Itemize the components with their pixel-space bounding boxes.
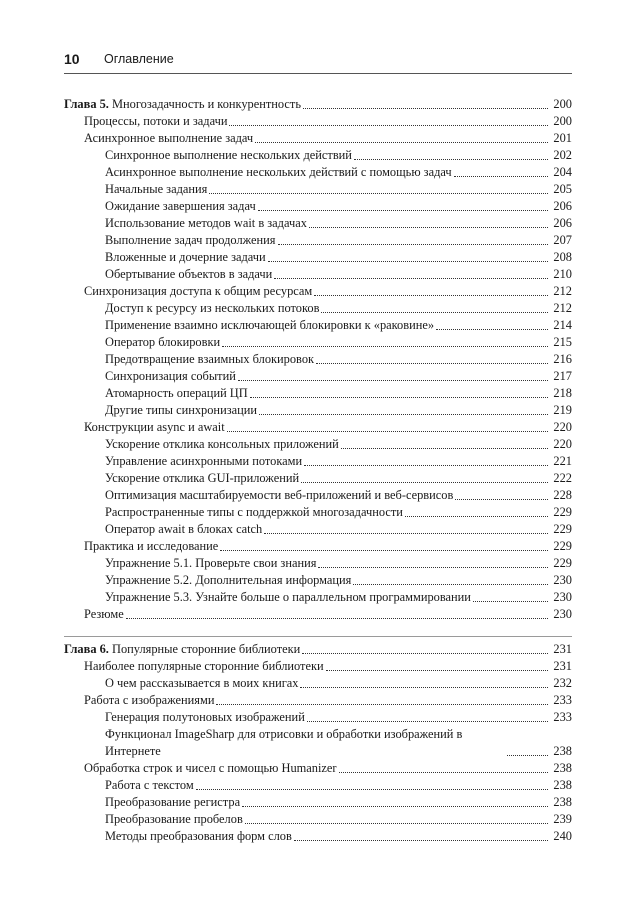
entry-title: Работа с изображениями bbox=[84, 693, 215, 707]
dot-leader bbox=[220, 549, 548, 551]
entry-title: Конструкции async и await bbox=[84, 420, 225, 434]
dot-leader bbox=[301, 481, 548, 483]
entry-page-number: 208 bbox=[553, 250, 572, 264]
entry-title: Преобразование пробелов bbox=[105, 812, 243, 826]
entry-page-number: 229 bbox=[553, 505, 572, 519]
entry-title: Синхронное выполнение нескольких действий bbox=[105, 148, 352, 162]
entry-title: Обертывание объектов в задачи bbox=[105, 267, 273, 281]
dot-leader bbox=[264, 532, 548, 534]
toc-subsection-entry[interactable] bbox=[64, 504, 572, 521]
entry-title: О чем рассказывается в моих книгах bbox=[105, 676, 299, 690]
dot-leader bbox=[354, 158, 548, 160]
entry-title: Процессы, потоки и задачи bbox=[84, 114, 228, 128]
chapter-title bbox=[64, 96, 301, 113]
toc-subsection-entry[interactable] bbox=[64, 521, 572, 538]
running-header bbox=[64, 51, 572, 69]
toc-subsection-entry[interactable] bbox=[64, 811, 572, 828]
entry-page-number: 200 bbox=[553, 114, 572, 128]
entry-title: Ожидание завершения задач bbox=[105, 199, 256, 213]
entry-title: Резюме bbox=[84, 607, 124, 621]
dot-leader bbox=[309, 226, 548, 228]
entry-page-number: 229 bbox=[553, 539, 572, 553]
dot-leader bbox=[222, 345, 548, 347]
dot-leader bbox=[227, 430, 548, 432]
toc-chapter-entry[interactable] bbox=[64, 96, 572, 113]
toc-section-entry[interactable] bbox=[64, 658, 572, 675]
toc-subsection-entry[interactable] bbox=[64, 589, 572, 606]
entry-title: Обработка строк и чисел с помощью Humanizer bbox=[84, 761, 337, 775]
entry-page-number: 202 bbox=[553, 148, 572, 162]
toc-subsection-entry[interactable] bbox=[64, 709, 572, 726]
toc-subsection-entry[interactable] bbox=[64, 726, 572, 760]
entry-page-number: 216 bbox=[553, 352, 572, 366]
entry-title: Упражнение 5.2. Дополнительная информация bbox=[105, 573, 352, 587]
entry-title: Методы преобразования форм слов bbox=[105, 829, 292, 843]
entry-title: Вложенные и дочерние задачи bbox=[105, 250, 266, 264]
entry-page-number: 230 bbox=[553, 590, 572, 604]
entry-page-number: 206 bbox=[553, 216, 572, 230]
toc-subsection-entry[interactable] bbox=[64, 300, 572, 317]
chapter-title-text: Популярные сторонние библиотеки bbox=[112, 642, 301, 656]
toc-subsection-entry[interactable] bbox=[64, 215, 572, 232]
entry-title: Оператор await в блоках catch bbox=[105, 522, 263, 536]
toc-chapter-entry[interactable] bbox=[64, 641, 572, 658]
toc-subsection-entry[interactable] bbox=[64, 334, 572, 351]
dot-leader bbox=[326, 669, 548, 671]
entry-title: Использование методов wait в задачах bbox=[105, 216, 307, 230]
dot-leader bbox=[316, 362, 548, 364]
entry-title: Генерация полутоновых изображений bbox=[105, 710, 305, 724]
entry-page-number: 210 bbox=[553, 267, 572, 281]
chapter-label: Глава 5. bbox=[64, 97, 109, 111]
entry-title: Предотвращение взаимных блокировок bbox=[105, 352, 315, 366]
entry-title: Распространенные типы с поддержкой многозадачности bbox=[105, 505, 403, 519]
chapter-gap bbox=[64, 623, 572, 636]
entry-page-number: 218 bbox=[553, 386, 572, 400]
entry-title: Преобразование регистра bbox=[105, 795, 241, 809]
entry-page-number: 233 bbox=[553, 693, 572, 707]
entry-title: Работа с текстом bbox=[105, 778, 194, 792]
dot-leader bbox=[454, 175, 548, 177]
dot-leader bbox=[455, 498, 548, 500]
toc-subsection-entry[interactable] bbox=[64, 368, 572, 385]
entry-title: Выполнение задач продолжения bbox=[105, 233, 276, 247]
entry-title: Функционал ImageSharp для отрисовки и обработки изображений в Интернете bbox=[105, 727, 463, 758]
dot-leader bbox=[314, 294, 548, 296]
running-title: Оглавление bbox=[104, 52, 174, 66]
entry-page-number: 229 bbox=[553, 556, 572, 570]
dot-leader bbox=[259, 413, 548, 415]
toc-subsection-entry[interactable] bbox=[64, 317, 572, 334]
entry-title: Доступ к ресурсу из нескольких потоков bbox=[105, 301, 320, 315]
dot-leader bbox=[341, 447, 548, 449]
toc-section-entry[interactable] bbox=[64, 760, 572, 777]
entry-title: Асинхронное выполнение нескольких действий с помощью задач bbox=[105, 165, 452, 179]
chapter-label: Глава 6. bbox=[64, 642, 109, 656]
entry-title: Синхронизация событий bbox=[105, 369, 236, 383]
entry-title: Упражнение 5.1. Проверьте свои знания bbox=[105, 556, 317, 570]
dot-leader bbox=[245, 822, 548, 824]
toc-subsection-entry[interactable] bbox=[64, 794, 572, 811]
toc-subsection-entry[interactable] bbox=[64, 453, 572, 470]
toc-subsection-entry[interactable] bbox=[64, 572, 572, 589]
entry-title: Управление асинхронными потоками bbox=[105, 454, 303, 468]
dot-leader bbox=[196, 788, 548, 790]
entry-page-number: 215 bbox=[553, 335, 572, 349]
dot-leader bbox=[321, 311, 548, 313]
entry-page-number: 222 bbox=[553, 471, 572, 485]
dot-leader bbox=[300, 686, 548, 688]
entry-page-number: 220 bbox=[553, 420, 572, 434]
entry-page-number: 238 bbox=[553, 795, 572, 809]
dot-leader bbox=[318, 566, 548, 568]
dot-leader bbox=[302, 652, 548, 654]
toc-subsection-entry[interactable] bbox=[64, 436, 572, 453]
toc-section-entry[interactable] bbox=[64, 538, 572, 555]
dot-leader bbox=[303, 107, 548, 109]
entry-page-number: 232 bbox=[553, 676, 572, 690]
toc-subsection-entry[interactable] bbox=[64, 249, 572, 266]
entry-title: Асинхронное выполнение задач bbox=[84, 131, 254, 145]
dot-leader bbox=[436, 328, 548, 330]
dot-leader bbox=[294, 839, 548, 841]
entry-title: Упражнение 5.3. Узнайте больше о параллельном программировании bbox=[105, 590, 471, 604]
chapter-page-number: 200 bbox=[553, 97, 572, 111]
entry-page-number: 206 bbox=[553, 199, 572, 213]
dot-leader bbox=[405, 515, 548, 517]
dot-leader bbox=[126, 617, 548, 619]
dot-leader bbox=[209, 192, 548, 194]
dot-leader bbox=[268, 260, 548, 262]
toc-subsection-entry[interactable] bbox=[64, 385, 572, 402]
entry-page-number: 240 bbox=[553, 829, 572, 843]
entry-page-number: 220 bbox=[553, 437, 572, 451]
chapter-title-text: Многозадачность и конкурентность bbox=[112, 97, 301, 111]
entry-page-number: 214 bbox=[553, 318, 572, 332]
entry-page-number: 230 bbox=[553, 607, 572, 621]
entry-page-number: 229 bbox=[553, 522, 572, 536]
entry-title: Ускорение отклика консольных приложений bbox=[105, 437, 339, 451]
entry-title: Применение взаимно исключающей блокировки к «раковине» bbox=[105, 318, 435, 332]
dot-leader bbox=[278, 243, 549, 245]
entry-page-number: 204 bbox=[553, 165, 572, 179]
chapter-page-number: 231 bbox=[553, 642, 572, 656]
entry-page-number: 233 bbox=[553, 710, 572, 724]
entry-title: Оператор блокировки bbox=[105, 335, 221, 349]
toc-section-entry[interactable] bbox=[64, 283, 572, 300]
dot-leader bbox=[339, 771, 548, 773]
entry-title: Синхронизация доступа к общим ресурсам bbox=[84, 284, 313, 298]
entry-page-number: 238 bbox=[553, 778, 572, 792]
dot-leader bbox=[238, 379, 548, 381]
entry-page-number: 212 bbox=[553, 284, 572, 298]
entry-page-number: 238 bbox=[553, 761, 572, 775]
toc-subsection-entry[interactable] bbox=[64, 198, 572, 215]
entry-title: Другие типы синхронизации bbox=[105, 403, 257, 417]
entry-title: Ускорение отклика GUI-приложений bbox=[105, 471, 300, 485]
toc-subsection-entry[interactable] bbox=[64, 675, 572, 692]
dot-leader bbox=[307, 720, 548, 722]
toc-section-entry[interactable] bbox=[64, 113, 572, 130]
toc-section-entry[interactable] bbox=[64, 419, 572, 436]
toc-subsection-entry[interactable] bbox=[64, 555, 572, 572]
dot-leader bbox=[216, 703, 548, 705]
toc-subsection-entry[interactable] bbox=[64, 147, 572, 164]
entry-page-number: 207 bbox=[553, 233, 572, 247]
entry-page-number: 205 bbox=[553, 182, 572, 196]
entry-page-number: 217 bbox=[553, 369, 572, 383]
dot-leader bbox=[353, 583, 548, 585]
header-rule bbox=[64, 73, 572, 74]
toc-section-entry[interactable] bbox=[64, 692, 572, 709]
entry-title: Практика и исследование bbox=[84, 539, 219, 553]
dot-leader bbox=[258, 209, 548, 211]
toc-subsection-entry[interactable] bbox=[64, 470, 572, 487]
toc-subsection-entry[interactable] bbox=[64, 351, 572, 368]
entry-page-number: 228 bbox=[553, 488, 572, 502]
entry-title: Атомарность операций ЦП bbox=[105, 386, 248, 400]
page-number: 10 bbox=[64, 51, 80, 67]
toc-section-entry[interactable] bbox=[64, 130, 572, 147]
table-of-contents bbox=[64, 96, 572, 845]
toc-subsection-entry[interactable] bbox=[64, 164, 572, 181]
dot-leader bbox=[255, 141, 548, 143]
entry-page-number: 238 bbox=[553, 744, 572, 758]
toc-section-entry[interactable] bbox=[64, 606, 572, 623]
toc-subsection-entry[interactable] bbox=[64, 487, 572, 504]
dot-leader bbox=[304, 464, 548, 466]
toc-subsection-entry[interactable] bbox=[64, 402, 572, 419]
dot-leader bbox=[274, 277, 548, 279]
toc-subsection-entry[interactable] bbox=[64, 777, 572, 794]
dot-leader bbox=[242, 805, 548, 807]
entry-page-number: 230 bbox=[553, 573, 572, 587]
dot-leader bbox=[507, 754, 548, 756]
entry-page-number: 239 bbox=[553, 812, 572, 826]
entry-title: Наиболее популярные сторонние библиотеки bbox=[84, 659, 324, 673]
toc-subsection-entry[interactable] bbox=[64, 232, 572, 249]
toc-subsection-entry[interactable] bbox=[64, 828, 572, 845]
entry-page-number: 212 bbox=[553, 301, 572, 315]
chapter-title bbox=[64, 641, 300, 658]
dot-leader bbox=[229, 124, 548, 126]
dot-leader bbox=[473, 600, 548, 602]
toc-subsection-entry[interactable] bbox=[64, 181, 572, 198]
chapter-separator bbox=[64, 636, 572, 637]
entry-page-number: 219 bbox=[553, 403, 572, 417]
entry-page-number: 231 bbox=[553, 659, 572, 673]
entry-title: Оптимизация масштабируемости веб-приложений и веб-сервисов bbox=[105, 488, 454, 502]
dot-leader bbox=[250, 396, 548, 398]
entry-page-number: 221 bbox=[553, 454, 572, 468]
entry-page-number: 201 bbox=[553, 131, 572, 145]
toc-subsection-entry[interactable] bbox=[64, 266, 572, 283]
entry-title: Начальные задания bbox=[105, 182, 208, 196]
